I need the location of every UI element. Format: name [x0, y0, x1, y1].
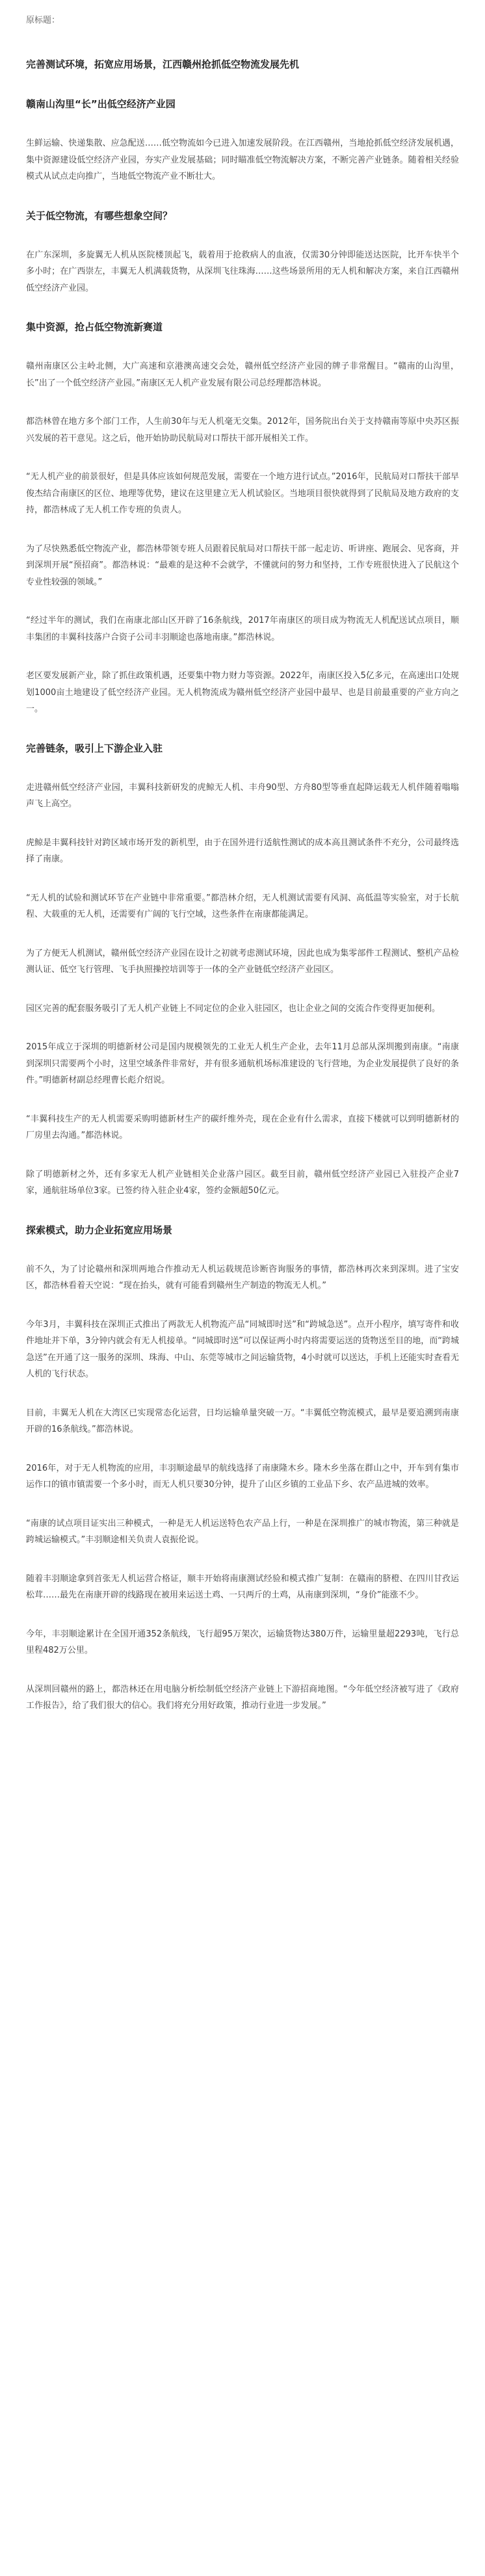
- paragraph: 老区要发展新产业，除了抓住政策机遇，还要集中物力财力等资源。2022年，南康区投入5亿多元，在高速出口处规划1000亩土地建设了低空经济产业园。无人机物流成为赣州低空经济产业园中最早、也是目前最重要的产业方向之一。: [26, 671, 459, 714]
- section-heading: 集中资源，抢占低空物流新赛道: [26, 321, 163, 333]
- paragraph: 走进赣州低空经济产业园，丰翼科技新研发的虎鲸无人机、丰舟90型、方舟80型等垂直起降运载无人机伴随着嗡嗡声飞上高空。: [26, 782, 459, 809]
- paragraph: “经过半年的测试，我们在南康北部山区开辟了16条航线，2017年南康区的项目成为物流无人机配送试点项目，顺丰集团的丰翼科技落户合资子公司丰羽顺途也落地南康。”都浩林说。: [26, 616, 459, 642]
- paragraph: “丰翼科技生产的无人机需要采购明德新材生产的碳纤维外壳，现在企业有什么需求，直接下楼就可以到明德新材的厂房里去沟通。”都浩林说。: [26, 1114, 459, 1140]
- section-heading: 完善链条，吸引上下游企业入驻: [26, 742, 163, 754]
- paragraph: 随着丰羽顺途拿到首张无人机运营合格证，顺丰开始将南康测试经验和模式推广复制：在赣南的脐橙、在四川甘孜运松茸……最先在南康开辟的线路现在被用来运送土鸡、一只两斤的土鸡，从南康到深圳，“身价”能涨不少。: [26, 1573, 459, 1600]
- original-title-label: 原标题：: [26, 16, 60, 25]
- paragraph: 从深圳回赣州的路上，都浩林还在用电脑分析绘制低空经济产业链上下游招商地图。“今年低空经济被写进了《政府工作报告》，给了我们很大的信心。我们将充分用好政策，推动行业进一步发展。”: [26, 1684, 459, 1711]
- paragraph: 除了明德新材之外，还有多家无人机产业链相关企业落户园区。截至目前，赣州低空经济产业园已入驻投产企业7家，通航驻场单位3家。已签约待入驻企业4家，签约金额超50亿元。: [26, 1169, 459, 1196]
- paragraph: 今年3月，丰翼科技在深圳正式推出了两款无人机物流产品“同城即时送”和“跨城急送”。点开小程序，填写寄件和收件地址并下单，3分钟内就会有无人机接单。“同城即时送”可以保证两小时内将需要运送的货物送至目的地，而“跨城急送”在开通了这一服务的深圳、珠海、中山、东莞等城市之间运输货物，4小时就可以送达，手机上还能实时查看无人机的飞行状态。: [26, 1319, 459, 1379]
- paragraph: “无人机的试验和测试环节在产业链中非常重要。”都浩林介绍，无人机测试需要有风洞、高低温等实验室，对于长航程、大载重的无人机，还需要有广阔的飞行空域，这些条件在南康都能满足。: [26, 893, 459, 919]
- section-heading: 探索模式，助力企业拓宽应用场景: [26, 1224, 173, 1236]
- section-heading: 关于低空物流，有哪些想象空间？: [26, 209, 173, 222]
- paragraph: 为了方便无人机测试，赣州低空经济产业园在设计之初就考虑测试环境，因此也成为集零部件工程测试、整机产品检测认证、低空飞行管理、飞手执照操控培训等于一体的全产业链低空经济产业园区。: [26, 948, 459, 975]
- paragraph: 前不久，为了讨论赣州和深圳两地合作推动无人机运载规范诊断咨询服务的事情，都浩林再次来到深圳。进了宝安区，都浩林看着天空说：“现在抬头，就有可能看到赣州生产制造的物流无人机。”: [26, 1264, 459, 1291]
- article-body: [26, 56, 459, 1715]
- paragraph: 为了尽快熟悉低空物流产业，都浩林带领专班人员跟着民航局对口帮扶干部一起走访、听讲座、跑展会、见客商，并到深圳开展“预招商”。都浩林说：“最难的是这种不会就学，不懂就问的努力和坚持，工作专班很快进入了民航这个专业性较强的领域。”: [26, 544, 459, 587]
- paragraph: 虎鲸是丰翼科技针对跨区域市场开发的新机型，由于在国外进行适航性测试的成本高且测试条件不充分，公司最终选择了南康。: [26, 837, 459, 864]
- paragraph: 都浩林曾在地方多个部门工作，人生前30年与无人机毫无交集。2012年，国务院出台关于支持赣南等原中央苏区振兴发展的若干意见。这之后，他开始协助民航局对口帮扶干部开展相关工作。: [26, 417, 459, 443]
- section-heading: 赣南山沟里“长”出低空经济产业园: [26, 98, 176, 110]
- paragraph: 生鲜运输、快递集散、应急配送……低空物流如今已进入加速发展阶段。在江西赣州，当地抢抓低空经济发展机遇，集中资源建设低空经济产业园，夯实产业发展基础；同时瞄准低空物流解决方案，不断完善产业链条。随着相关经验模式从试点走向推广，当地低空物流产业不断壮大。: [26, 138, 459, 181]
- paragraph: 目前，丰翼无人机在大湾区已实现常态化运营，日均运输单量突破一万。“丰翼低空物流模式，最早是要追溯到南康开辟的16条航线。”都浩林说。: [26, 1408, 459, 1434]
- section-heading: 完善测试环境，拓宽应用场景，江西赣州抢抓低空物流发展先机: [26, 59, 300, 70]
- paragraph: 2016年，对于无人机物流的应用，丰羽顺途最早的航线选择了南康隆木乡。隆木乡坐落在群山之中，开车到有集市运作口的镇市镇需要一个多小时，而无人机只要30分钟，提升了山区乡镇的工业品下乡、农产品进城的效率。: [26, 1463, 459, 1490]
- paragraph: “无人机产业的前景很好，但是具体应该如何规范发展，需要在一个地方进行试点。”2016年，民航局对口帮扶干部早俊杰结合南康区的区位、地理等优势，建议在这里建立无人机试验区。当地项目很快就得到了民航局及地方政府的支持，都浩林成了无人机工作专班的负责人。: [26, 472, 459, 515]
- paragraph: 赣州南康区公主岭北侧，大广高速和京港澳高速交会处，赣州低空经济产业园的牌子非常醒目。“赣南的山沟里，长”出了一个低空经济产业园。”南康区无人机产业发展有限公司总经理都浩林说。: [26, 361, 459, 388]
- paragraph: “南康的试点项目证实出三种模式，一种是无人机运送特色农产品上行，一种是在深圳推广的城市物流，第三种就是跨城运输模式。”丰羽顺途相关负责人袁振伦说。: [26, 1518, 459, 1545]
- paragraph: 今年，丰羽顺途累计在全国开通352条航线，飞行超95万架次，运输货物达380万件，运输里量超2293吨，飞行总里程482万公里。: [26, 1629, 459, 1655]
- paragraph: 2015年成立于深圳的明德新材公司是国内规模领先的工业无人机生产企业，去年11月总部从深圳搬到南康。“南康到深圳只需要两个小时，这里空域条件非常好，并有很多通航机场标准建设的飞行营地，为企业发展提供了良好的条件。”明德新材副总经理曹长彪介绍说。: [26, 1042, 459, 1085]
- paragraph: 园区完善的配套服务吸引了无人机产业链上不同定位的企业入驻园区，也让企业之间的交流合作变得更加便利。: [26, 1003, 441, 1014]
- paragraph: 在广东深圳，多旋翼无人机从医院楼顶起飞，载着用于抢救病人的血液，仅需30分钟即能送达医院，比开车快半个多小时；在广西崇左，丰翼无人机满载货物，从深圳飞往珠海……这些场景所用的无人机和解决方案，来自江西赣州低空经济产业园。: [26, 250, 459, 293]
